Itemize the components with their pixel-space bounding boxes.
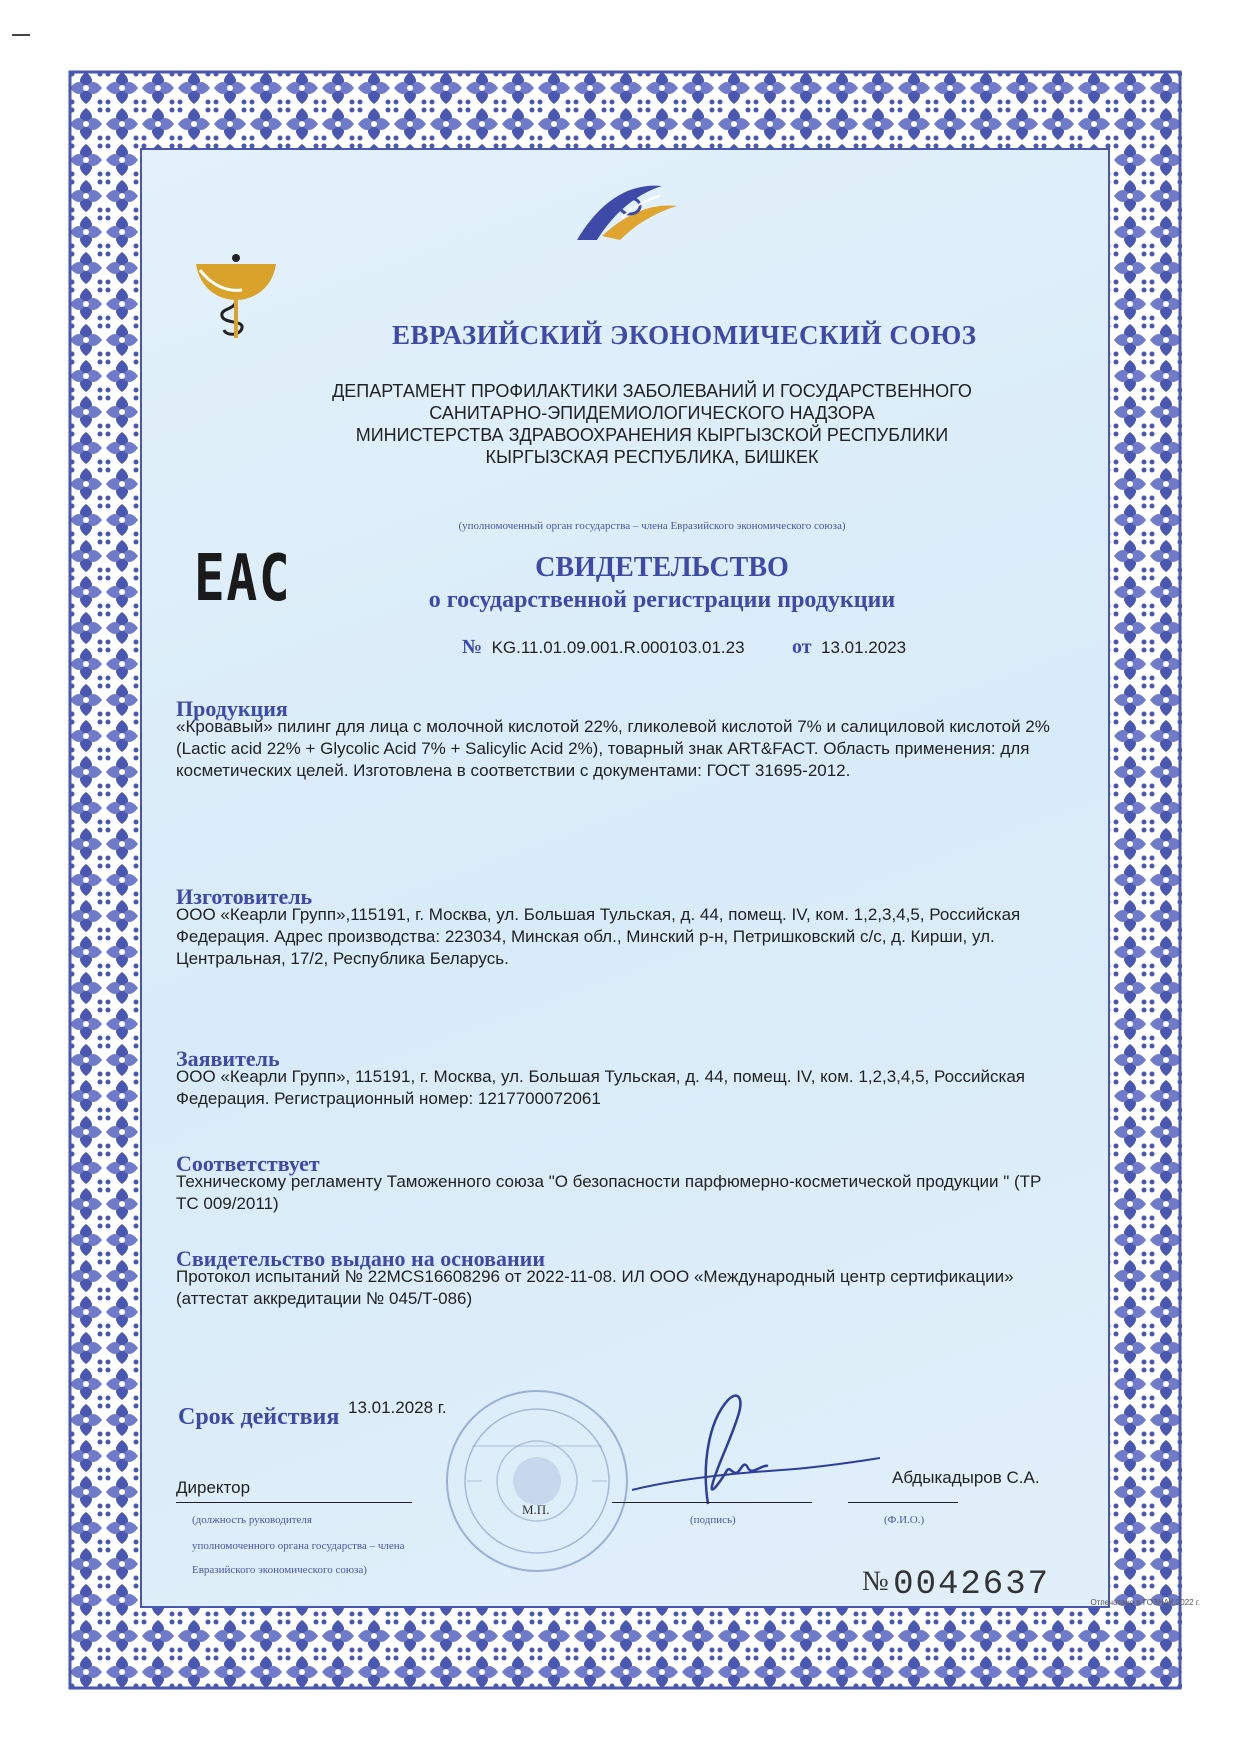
- certificate-body: [140, 148, 1110, 1608]
- manufacturer-text: ООО «Кеарли Групп»,115191, г. Москва, ул. Большая Тульская, д. 44, помещ. IV, ком. 1,2,3,4,5, Российская Федерация. Адрес производства: 223034, Минская обл., Минский р-н, Петришковский с/с, д. Кирши, ул. Центральная, 17/2, Республика Беларусь.: [176, 905, 1021, 968]
- basis-text: Протокол испытаний № 22MCS16608296 от 2022-11-08. ИЛ ООО «Международный центр сертификации» (аттестат аккредитации № 045/Т-086): [176, 1267, 1014, 1308]
- position-underline: [176, 1502, 412, 1503]
- eac-mark: ЕАС: [194, 542, 292, 616]
- union-title: ЕВРАЗИЙСКИЙ ЭКОНОМИЧЕСКИЙ СОЮЗ: [392, 320, 977, 350]
- manufacturer-label: Изготовитель: [176, 884, 313, 909]
- signatory-position: Директор: [176, 1478, 251, 1497]
- registration-number-label: №: [462, 636, 483, 658]
- serial-number: 0042637: [893, 1566, 1050, 1604]
- position-note-line-2: уполномоченного органа государства – члена: [192, 1540, 405, 1552]
- registration-number: KG.11.01.09.001.R.000103.01.23: [491, 638, 745, 657]
- print-house-note: Отпечатано в ГОЗНАК 2022 г.: [1090, 1598, 1200, 1607]
- director-signature: [612, 1386, 892, 1516]
- name-note: (Ф.И.О.): [884, 1514, 925, 1526]
- validity-label: Срок действия: [178, 1404, 340, 1430]
- applicant-text: ООО «Кеарли Групп», 115191, г. Москва, ул. Большая Тульская, д. 44, помещ. IV, ком. 1,2,3,4,5, Российская Федерация. Регистрационный номер: 1217700072061: [176, 1067, 1025, 1108]
- product-text: «Кровавый» пилинг для лица с молочной кислотой 22%, гликолевой кислотой 7% и салициловой кислотой 2% (Lactic acid 22% + Glycolic Acid 7% + Salicylic Acid 2%), товарный знак ART&FACT. Область применения: для косметических целей. Изготовлена в соответствии с документами: ГОСТ 31695-2012.: [176, 717, 1050, 780]
- department-line-2: САНИТАРНО-ЭПИДЕМИОЛОГИЧЕСКОГО НАДЗОРА: [429, 403, 875, 423]
- department-line-3: МИНИСТЕРСТВА ЗДРАВООХРАНЕНИЯ КЫРГЫЗСКОЙ РЕСПУБЛИКИ: [355, 425, 949, 445]
- conforms-label: Соответствует: [176, 1151, 320, 1176]
- signature-note: (подпись): [690, 1514, 736, 1526]
- certificate-title: СВИДЕТЕЛЬСТВО: [535, 552, 789, 583]
- authority-note: (уполномоченный орган государства – члена Евразийского экономического союза): [458, 520, 846, 532]
- position-note-line-1: (должность руководителя: [192, 1514, 312, 1526]
- scan-edge-mark: [12, 34, 30, 36]
- product-label: Продукция: [176, 696, 288, 721]
- stamp-label: М.П.: [522, 1502, 550, 1517]
- registration-date: 13.01.2023: [821, 638, 907, 657]
- certificate-sheet: [68, 70, 1182, 1690]
- eaeu-emblem-icon: [572, 178, 682, 248]
- position-note-line-3: Евразийского экономического союза): [192, 1564, 367, 1576]
- registration-date-label: от: [792, 636, 812, 658]
- name-underline: [848, 1502, 958, 1503]
- signature-underline: [612, 1502, 812, 1503]
- basis-label: Свидетельство выдано на основании: [176, 1246, 546, 1271]
- registration-line: [462, 636, 906, 659]
- official-seal-stamp: [442, 1386, 632, 1576]
- signatory-name: Абдыкадыров С.А.: [892, 1468, 1040, 1487]
- certificate-subtitle: о государственной регистрации продукции: [428, 587, 896, 613]
- department-line-1: ДЕПАРТАМЕНТ ПРОФИЛАКТИКИ ЗАБОЛЕВАНИЙ И ГОСУДАРСТВЕННОГО: [332, 381, 972, 401]
- serial-label: №: [862, 1566, 889, 1597]
- serial-number-block: [862, 1566, 1050, 1604]
- department-line-4: КЫРГЫЗСКАЯ РЕСПУБЛИКА, БИШКЕК: [485, 447, 819, 467]
- conforms-text: Техническому регламенту Таможенного союза "О безопасности парфюмерно-косметической продукции " (ТР ТС 009/2011): [176, 1172, 1042, 1213]
- applicant-label: Заявитель: [176, 1046, 280, 1071]
- validity-date: 13.01.2028 г.: [348, 1398, 447, 1417]
- hygiene-bowl-serpent-icon: [192, 250, 280, 340]
